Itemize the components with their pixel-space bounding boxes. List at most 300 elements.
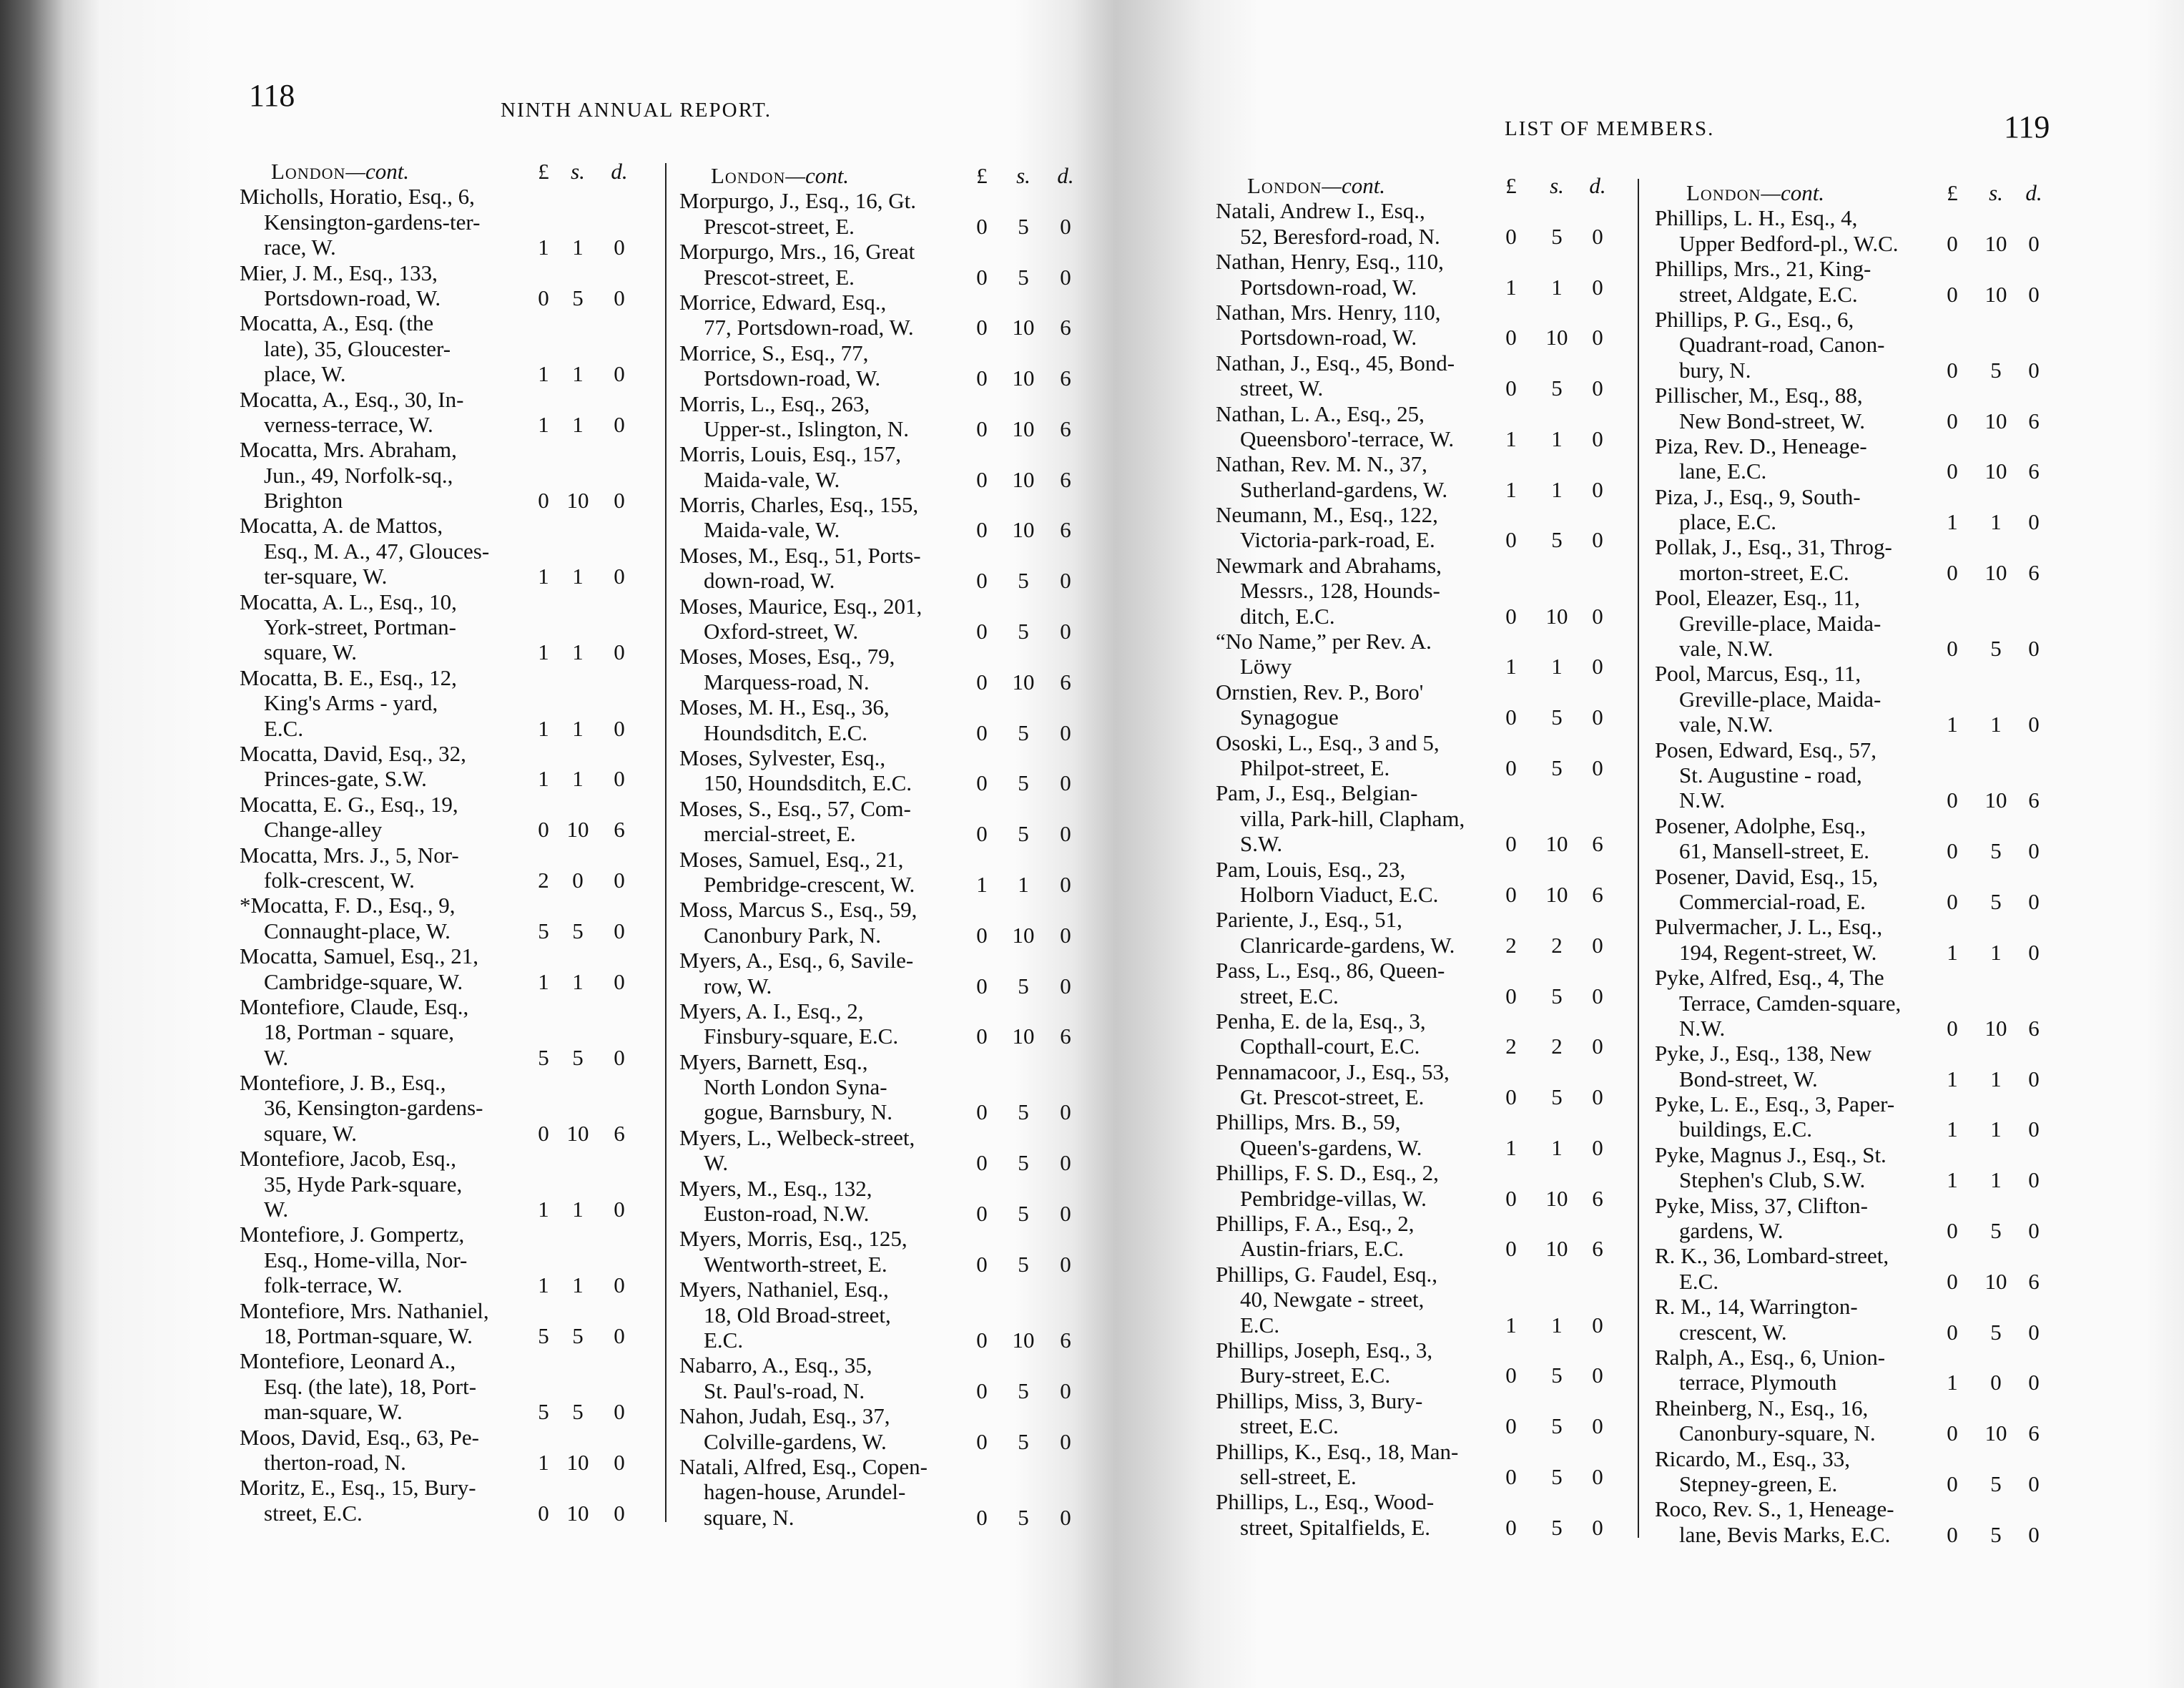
member-address-line: street, Spitalfields, E.	[1240, 1514, 1431, 1540]
subscription-pence: 0	[614, 968, 625, 994]
member-entry	[1216, 502, 1645, 553]
subscription-shillings: 1	[572, 639, 584, 665]
subscription-shillings: 10	[1545, 881, 1568, 907]
subscription-pence: 0	[1060, 973, 1071, 998]
subscription-shillings: 5	[1551, 983, 1563, 1009]
subscription-shillings: 5	[1018, 973, 1029, 998]
member-name-line: Moses, Samuel, Esq., 21,	[679, 846, 904, 872]
place-heading: London	[711, 163, 786, 188]
subscription-shillings: 1	[572, 1197, 584, 1222]
subscription-pounds: 0	[976, 1378, 988, 1403]
subscription-pence: 0	[1592, 376, 1603, 401]
member-name-line: “No Name,” per Rev. A.	[1216, 629, 1432, 654]
subscription-pounds: 0	[1947, 1218, 1958, 1244]
member-name-line: Myers, Morris, Esq., 125,	[679, 1226, 907, 1252]
member-name-line: Mocatta, Mrs. Abraham,	[240, 437, 457, 463]
subscription-pounds: 0	[1947, 281, 1958, 307]
header-pence: d.	[611, 159, 628, 184]
running-title-left: NINTH ANNUAL REPORT.	[501, 99, 772, 122]
subscription-pence: 0	[1060, 213, 1071, 239]
member-entry	[679, 695, 1108, 745]
member-address-line: W.	[264, 1044, 289, 1070]
subscription-pounds: 2	[1505, 932, 1517, 958]
subscription-shillings: 1	[572, 411, 584, 437]
subscription-pence: 6	[1060, 517, 1071, 543]
subscription-shillings: 5	[572, 1044, 584, 1070]
subscription-pence: 0	[614, 1399, 625, 1425]
header-pence: d.	[1057, 163, 1074, 188]
member-address-line: verness-terrace, W.	[264, 411, 433, 437]
subscription-shillings: 1	[1018, 871, 1029, 897]
subscription-pounds: 1	[538, 639, 549, 665]
member-entry	[1216, 1388, 1645, 1439]
member-address-line: Clanricarde-gardens, W.	[1240, 932, 1455, 958]
member-address-line: buildings, E.C.	[1679, 1117, 1813, 1142]
subscription-pounds: 1	[1947, 1167, 1958, 1193]
member-name-line: Montefiore, Claude, Esq.,	[240, 993, 469, 1019]
member-address-line: hagen-house, Arundel-	[704, 1479, 906, 1505]
subscription-shillings: 1	[1551, 476, 1563, 502]
subscription-pence: 0	[2028, 357, 2040, 383]
member-name-line: Pam, J., Esq., Belgian-	[1216, 780, 1418, 806]
member-address-line: Jun., 49, Norfolk-sq.,	[264, 462, 453, 488]
member-name-line: R. M., 14, Warrington-	[1655, 1294, 1858, 1320]
member-name-line: Myers, Barnett, Esq.,	[679, 1049, 868, 1074]
member-entry	[1216, 679, 1645, 730]
subscription-pounds: 0	[1947, 1471, 1958, 1496]
subscription-pounds: 0	[1505, 603, 1517, 629]
subscription-pence: 6	[614, 817, 625, 843]
member-entry	[679, 543, 1108, 594]
subscription-shillings: 5	[1551, 1363, 1563, 1388]
subscription-shillings: 1	[1990, 939, 2002, 965]
member-entry	[679, 441, 1108, 492]
member-address-line: Portsdown-road, W.	[264, 285, 441, 310]
subscription-pence: 0	[2028, 636, 2040, 662]
member-address-line: street, E.C.	[1240, 983, 1339, 1009]
member-entry	[679, 644, 1108, 695]
subscription-shillings: 5	[1018, 720, 1029, 745]
member-address-line: E.C.	[1240, 1312, 1280, 1338]
member-name-line: Phillips, Mrs., 21, King-	[1655, 256, 1871, 282]
member-name-line: Pennamacoor, J., Esq., 53,	[1216, 1059, 1450, 1084]
member-entry	[1655, 1193, 2084, 1244]
member-name-line: Morpurgo, J., Esq., 16, Gt.	[679, 188, 916, 214]
member-column-2	[679, 163, 1108, 1530]
member-address-line: 40, Newgate - street,	[1240, 1287, 1425, 1312]
subscription-pence: 0	[1060, 871, 1071, 897]
subscription-pounds: 0	[976, 213, 988, 239]
subscription-pounds: 0	[1505, 1413, 1517, 1439]
subscription-shillings: 5	[572, 1399, 584, 1425]
subscription-pounds: 0	[1505, 325, 1517, 350]
member-entry	[1216, 958, 1645, 1009]
subscription-pounds: 2	[538, 867, 549, 893]
member-entry	[240, 1222, 669, 1297]
member-address-line: gogue, Barnsbury, N.	[704, 1099, 893, 1125]
subscription-shillings: 2	[1551, 1034, 1563, 1059]
member-name-line: Phillips, F. S. D., Esq., 2,	[1216, 1160, 1439, 1186]
header-pounds: £	[976, 163, 988, 188]
member-name-line: Mocatta, E. G., Esq., 19,	[240, 791, 458, 817]
subscription-pounds: 0	[976, 315, 988, 340]
subscription-pounds: 1	[1505, 1312, 1517, 1338]
member-entry	[679, 745, 1108, 796]
subscription-pence: 0	[1592, 527, 1603, 553]
page-number-right: 119	[2004, 109, 2050, 144]
subscription-pence: 0	[2028, 1117, 2040, 1142]
subscription-shillings: 1	[1990, 1117, 2002, 1142]
subscription-pence: 0	[2028, 939, 2040, 965]
subscription-shillings: 5	[1551, 376, 1563, 401]
member-entry	[1216, 1262, 1645, 1338]
subscription-shillings: 5	[1990, 636, 2002, 662]
subscription-pounds: 5	[538, 1044, 549, 1070]
subscription-pence: 0	[1060, 1150, 1071, 1176]
member-entry	[679, 1403, 1108, 1454]
subscription-pence: 0	[1060, 720, 1071, 745]
subscription-pounds: 0	[538, 1120, 549, 1146]
subscription-shillings: 5	[1018, 568, 1029, 594]
subscription-pounds: 0	[1505, 881, 1517, 907]
member-entry	[679, 1226, 1108, 1277]
member-entry	[1216, 553, 1645, 629]
member-name-line: Pyke, Magnus J., Esq., St.	[1655, 1142, 1887, 1167]
subscription-shillings: 1	[572, 715, 584, 741]
member-address-line: street, E.C.	[264, 1500, 363, 1526]
subscription-pounds: 1	[1505, 426, 1517, 451]
member-entry	[240, 943, 669, 994]
subscription-shillings: 1	[1551, 1312, 1563, 1338]
member-name-line: Nahon, Judah, Esq., 37,	[679, 1403, 890, 1429]
member-entry	[1655, 534, 2084, 585]
member-entry	[1216, 1109, 1645, 1160]
member-address-line: New Bond-street, W.	[1679, 408, 1866, 433]
member-address-line: York-street, Portman-	[264, 614, 456, 640]
member-name-line: Montefiore, J. B., Esq.,	[240, 1070, 446, 1096]
member-entry	[1216, 1009, 1645, 1059]
subscription-pounds: 0	[1947, 408, 1958, 433]
member-address-line: villa, Park-hill, Clapham,	[1240, 805, 1465, 831]
subscription-shillings: 5	[1990, 838, 2002, 864]
member-entry	[1655, 1091, 2084, 1142]
subscription-shillings: 1	[1990, 509, 2002, 535]
column-header	[1216, 173, 1645, 198]
subscription-pence: 0	[614, 918, 625, 943]
member-address-line: N.W.	[1679, 1015, 1726, 1041]
subscription-shillings: 10	[1012, 669, 1035, 695]
subscription-shillings: 10	[1012, 1024, 1035, 1049]
subscription-pence: 0	[1592, 705, 1603, 730]
subscription-pounds: 1	[538, 1197, 549, 1222]
subscription-pounds: 5	[538, 918, 549, 943]
header-shillings: s.	[1016, 163, 1030, 188]
subscription-shillings: 5	[1018, 1504, 1029, 1530]
subscription-shillings: 10	[1012, 466, 1035, 492]
member-address-line: Löwy	[1240, 654, 1292, 679]
subscription-pounds: 0	[1505, 223, 1517, 249]
member-entry	[1655, 661, 2084, 737]
member-entry	[1655, 1243, 2084, 1294]
header-pounds: £	[1505, 173, 1517, 198]
subscription-pence: 0	[614, 1197, 625, 1222]
subscription-pence: 0	[1592, 274, 1603, 300]
subscription-pounds: 2	[1505, 1034, 1517, 1059]
subscription-pounds: 1	[1947, 939, 1958, 965]
member-name-line: Pass, L., Esq., 86, Queen-	[1216, 958, 1445, 983]
member-name-line: Pulvermacher, J. L., Esq.,	[1655, 914, 1883, 940]
member-address-line: 61, Mansell-street, E.	[1679, 838, 1870, 864]
member-entry	[240, 741, 669, 792]
subscription-pence: 0	[1060, 1378, 1071, 1403]
member-name-line: Mier, J. M., Esq., 133,	[240, 260, 438, 285]
member-name-line: Nathan, Henry, Esq., 110,	[1216, 249, 1444, 275]
member-name-line: Roco, Rev. S., 1, Heneage-	[1655, 1496, 1894, 1522]
subscription-pounds: 1	[1947, 1370, 1958, 1395]
subscription-shillings: 5	[1551, 1084, 1563, 1110]
subscription-pence: 0	[1060, 1251, 1071, 1277]
subscription-pence: 0	[2028, 1066, 2040, 1091]
subscription-pounds: 0	[976, 1428, 988, 1454]
subscription-pence: 6	[1060, 669, 1071, 695]
subscription-pence: 6	[1592, 831, 1603, 857]
member-entry	[679, 391, 1108, 442]
subscription-pounds: 0	[1947, 787, 1958, 813]
cont-label: —cont.	[345, 159, 410, 184]
member-address-line: Victoria-park-road, E.	[1240, 527, 1435, 553]
member-address-line: sell-street, E.	[1240, 1463, 1357, 1489]
member-entry	[679, 290, 1108, 340]
member-address-line: 77, Portsdown-road, W.	[704, 315, 914, 340]
member-name-line: Posener, Adolphe, Esq.,	[1655, 813, 1866, 838]
subscription-pounds: 5	[538, 1399, 549, 1425]
subscription-pence: 0	[614, 1272, 625, 1298]
member-entry	[240, 1146, 669, 1222]
subscription-pounds: 1	[538, 564, 549, 589]
cont-label: —cont.	[1761, 180, 1825, 205]
member-name-line: Myers, A., Esq., 6, Savile-	[679, 948, 914, 973]
subscription-shillings: 5	[1551, 755, 1563, 780]
member-address-line: therton-road, N.	[264, 1449, 406, 1475]
subscription-pounds: 0	[1505, 705, 1517, 730]
member-entry	[1655, 813, 2084, 864]
subscription-shillings: 1	[1551, 654, 1563, 679]
subscription-shillings: 10	[1984, 458, 2007, 484]
member-name-line: Neumann, M., Esq., 122,	[1216, 502, 1438, 528]
subscription-pounds: 0	[976, 1099, 988, 1125]
member-name-line: Piza, Rev. D., Heneage-	[1655, 433, 1867, 458]
subscription-pence: 0	[1060, 1201, 1071, 1227]
member-address-line: 36, Kensington-gardens-	[264, 1095, 483, 1121]
subscription-pence: 0	[614, 411, 625, 437]
member-name-line: Moritz, E., Esq., 15, Bury-	[240, 1475, 476, 1501]
member-address-line: bury, N.	[1679, 357, 1751, 383]
member-address-line: street, E.C.	[1240, 1413, 1339, 1439]
member-name-line: Morris, L., Esq., 263,	[679, 391, 870, 416]
member-entry	[240, 513, 669, 589]
subscription-pounds: 0	[1505, 1514, 1517, 1540]
member-address-line: 18, Portman-square, W.	[264, 1323, 473, 1348]
subscription-pounds: 0	[1505, 1236, 1517, 1262]
member-entry	[240, 1475, 669, 1526]
member-entry	[1216, 780, 1645, 856]
member-address-line: Greville-place, Maida-	[1679, 610, 1882, 636]
subscription-pence: 0	[614, 639, 625, 665]
subscription-pounds: 0	[538, 285, 549, 310]
member-address-line: S.W.	[1240, 831, 1283, 857]
member-address-line: Synagogue	[1240, 705, 1339, 730]
member-address-line: Copthall-court, E.C.	[1240, 1034, 1420, 1059]
subscription-pence: 0	[614, 285, 625, 310]
member-entry	[1655, 1496, 2084, 1547]
subscription-pounds: 0	[1947, 458, 1958, 484]
member-entry	[1216, 857, 1645, 908]
member-address-line: Stepney-green, E.	[1679, 1471, 1838, 1496]
subscription-shillings: 5	[1990, 1471, 2002, 1496]
member-name-line: Pam, Louis, Esq., 23,	[1216, 856, 1406, 882]
member-address-line: 18, Old Broad-street,	[704, 1302, 891, 1328]
header-shillings: s.	[1989, 180, 2003, 205]
subscription-shillings: 10	[1984, 408, 2007, 433]
member-name-line: Nathan, Mrs. Henry, 110,	[1216, 299, 1441, 325]
subscription-pounds: 0	[1947, 1420, 1958, 1446]
subscription-pence: 0	[2028, 888, 2040, 914]
member-name-line: Ricardo, M., Esq., 33,	[1655, 1446, 1850, 1471]
member-name-line: Morris, Louis, Esq., 157,	[679, 441, 901, 467]
member-address-line: place, E.C.	[1679, 509, 1777, 535]
subscription-shillings: 10	[1984, 1015, 2007, 1041]
subscription-shillings: 10	[1012, 315, 1035, 340]
subscription-pence: 0	[1592, 654, 1603, 679]
member-entry	[1655, 1446, 2084, 1497]
member-entry	[1655, 914, 2084, 965]
member-address-line: Colville-gardens, W.	[704, 1428, 887, 1454]
member-entry	[679, 188, 1108, 239]
member-entry	[1216, 249, 1645, 300]
header-pounds: £	[1947, 180, 1958, 205]
member-entry	[1216, 1489, 1645, 1540]
member-address-line: Esq., Home-villa, Nor-	[264, 1247, 468, 1272]
member-address-line: folk-terrace, W.	[264, 1272, 403, 1298]
subscription-shillings: 10	[566, 488, 589, 514]
member-address-line: late), 35, Gloucester-	[264, 335, 451, 361]
member-name-line: Moses, Moses, Esq., 79,	[679, 644, 895, 669]
member-name-line: Phillips, L., Esq., Wood-	[1216, 1489, 1435, 1515]
subscription-pounds: 1	[1505, 654, 1517, 679]
subscription-shillings: 10	[1545, 1236, 1568, 1262]
subscription-shillings: 0	[572, 867, 584, 893]
member-entry	[679, 1277, 1108, 1353]
member-name-line: *Mocatta, F. D., Esq., 9,	[240, 893, 456, 918]
subscription-shillings: 5	[1990, 888, 2002, 914]
member-address-line: King's Arms - yard,	[264, 690, 438, 716]
subscription-shillings: 5	[1018, 264, 1029, 290]
member-address-line: Queensboro'-terrace, W.	[1240, 426, 1455, 451]
subscription-shillings: 10	[1984, 230, 2007, 256]
member-address-line: Change-alley	[264, 817, 383, 843]
subscription-shillings: 5	[1990, 1521, 2002, 1547]
subscription-pence: 0	[1592, 1363, 1603, 1388]
subscription-shillings: 5	[1551, 1413, 1563, 1439]
subscription-pounds: 0	[1947, 230, 1958, 256]
member-address-line: 52, Beresford-road, N.	[1240, 223, 1440, 249]
member-name-line: Mocatta, A. de Mattos,	[240, 513, 443, 539]
subscription-pence: 0	[614, 488, 625, 514]
subscription-shillings: 5	[1018, 619, 1029, 644]
member-address-line: 194, Regent-street, W.	[1679, 939, 1877, 965]
subscription-pounds: 0	[1947, 357, 1958, 383]
subscription-shillings: 0	[1990, 1370, 2002, 1395]
member-address-line: Finsbury-square, E.C.	[704, 1024, 899, 1049]
member-address-line: Portsdown-road, W.	[1240, 274, 1417, 300]
subscription-pence: 6	[2028, 408, 2040, 433]
subscription-pence: 0	[1060, 1099, 1071, 1125]
subscription-shillings: 10	[566, 1120, 589, 1146]
member-name-line: Newmark and Abrahams,	[1216, 552, 1442, 578]
running-title-right: LIST OF MEMBERS.	[1505, 117, 1715, 140]
subscription-shillings: 5	[1018, 1378, 1029, 1403]
member-entry	[1655, 965, 2084, 1041]
member-address-line: terrace, Plymouth	[1679, 1370, 1837, 1395]
member-address-line: ditch, E.C.	[1240, 603, 1335, 629]
member-address-line: Marquess-road, N.	[704, 669, 870, 695]
member-address-line: man-square, W.	[264, 1399, 403, 1425]
subscription-pence: 0	[1592, 1134, 1603, 1160]
member-entry	[240, 994, 669, 1070]
member-address-line: Houndsditch, E.C.	[704, 720, 868, 745]
subscription-pence: 0	[1592, 755, 1603, 780]
member-name-line: Ralph, A., Esq., 6, Union-	[1655, 1344, 1886, 1370]
subscription-pence: 0	[1060, 922, 1071, 948]
member-address-line: square, W.	[264, 1120, 358, 1146]
subscription-shillings: 5	[1018, 821, 1029, 847]
subscription-shillings: 1	[1990, 1066, 2002, 1091]
member-name-line: Morris, Charles, Esq., 155,	[679, 492, 919, 518]
member-entry	[1655, 1345, 2084, 1395]
member-address-line: Stephen's Club, S.W.	[1679, 1167, 1866, 1193]
member-entry	[1216, 1338, 1645, 1388]
subscription-shillings: 10	[1545, 325, 1568, 350]
member-name-line: Moos, David, Esq., 63, Pe-	[240, 1424, 479, 1450]
member-address-line: Canonbury-square, N.	[1679, 1420, 1876, 1446]
member-entry	[679, 847, 1108, 898]
subscription-pence: 6	[1060, 365, 1071, 391]
member-entry	[240, 665, 669, 741]
member-entry	[240, 1298, 669, 1349]
subscription-pounds: 1	[1947, 509, 1958, 535]
member-address-line: gardens, W.	[1679, 1218, 1784, 1244]
member-name-line: Pool, Marcus, Esq., 11,	[1655, 661, 1861, 687]
member-name-line: Phillips, Miss, 3, Bury-	[1216, 1388, 1423, 1413]
subscription-pence: 0	[2028, 838, 2040, 864]
subscription-pence: 0	[614, 564, 625, 589]
subscription-pounds: 0	[976, 1201, 988, 1227]
subscription-shillings: 5	[1551, 527, 1563, 553]
member-entry	[679, 796, 1108, 847]
member-address-line: vale, N.W.	[1679, 636, 1774, 662]
member-entry	[679, 239, 1108, 290]
subscription-pounds: 1	[1505, 274, 1517, 300]
subscription-shillings: 5	[1018, 213, 1029, 239]
member-name-line: Pool, Eleazer, Esq., 11,	[1655, 585, 1860, 611]
member-name-line: Mocatta, David, Esq., 32,	[240, 740, 466, 766]
subscription-pence: 0	[614, 361, 625, 387]
subscription-pence: 0	[2028, 1167, 2040, 1193]
subscription-shillings: 10	[1545, 1185, 1568, 1211]
member-entry	[1655, 256, 2084, 307]
subscription-pounds: 0	[976, 1024, 988, 1049]
member-address-line: Pembridge-crescent, W.	[704, 871, 915, 897]
